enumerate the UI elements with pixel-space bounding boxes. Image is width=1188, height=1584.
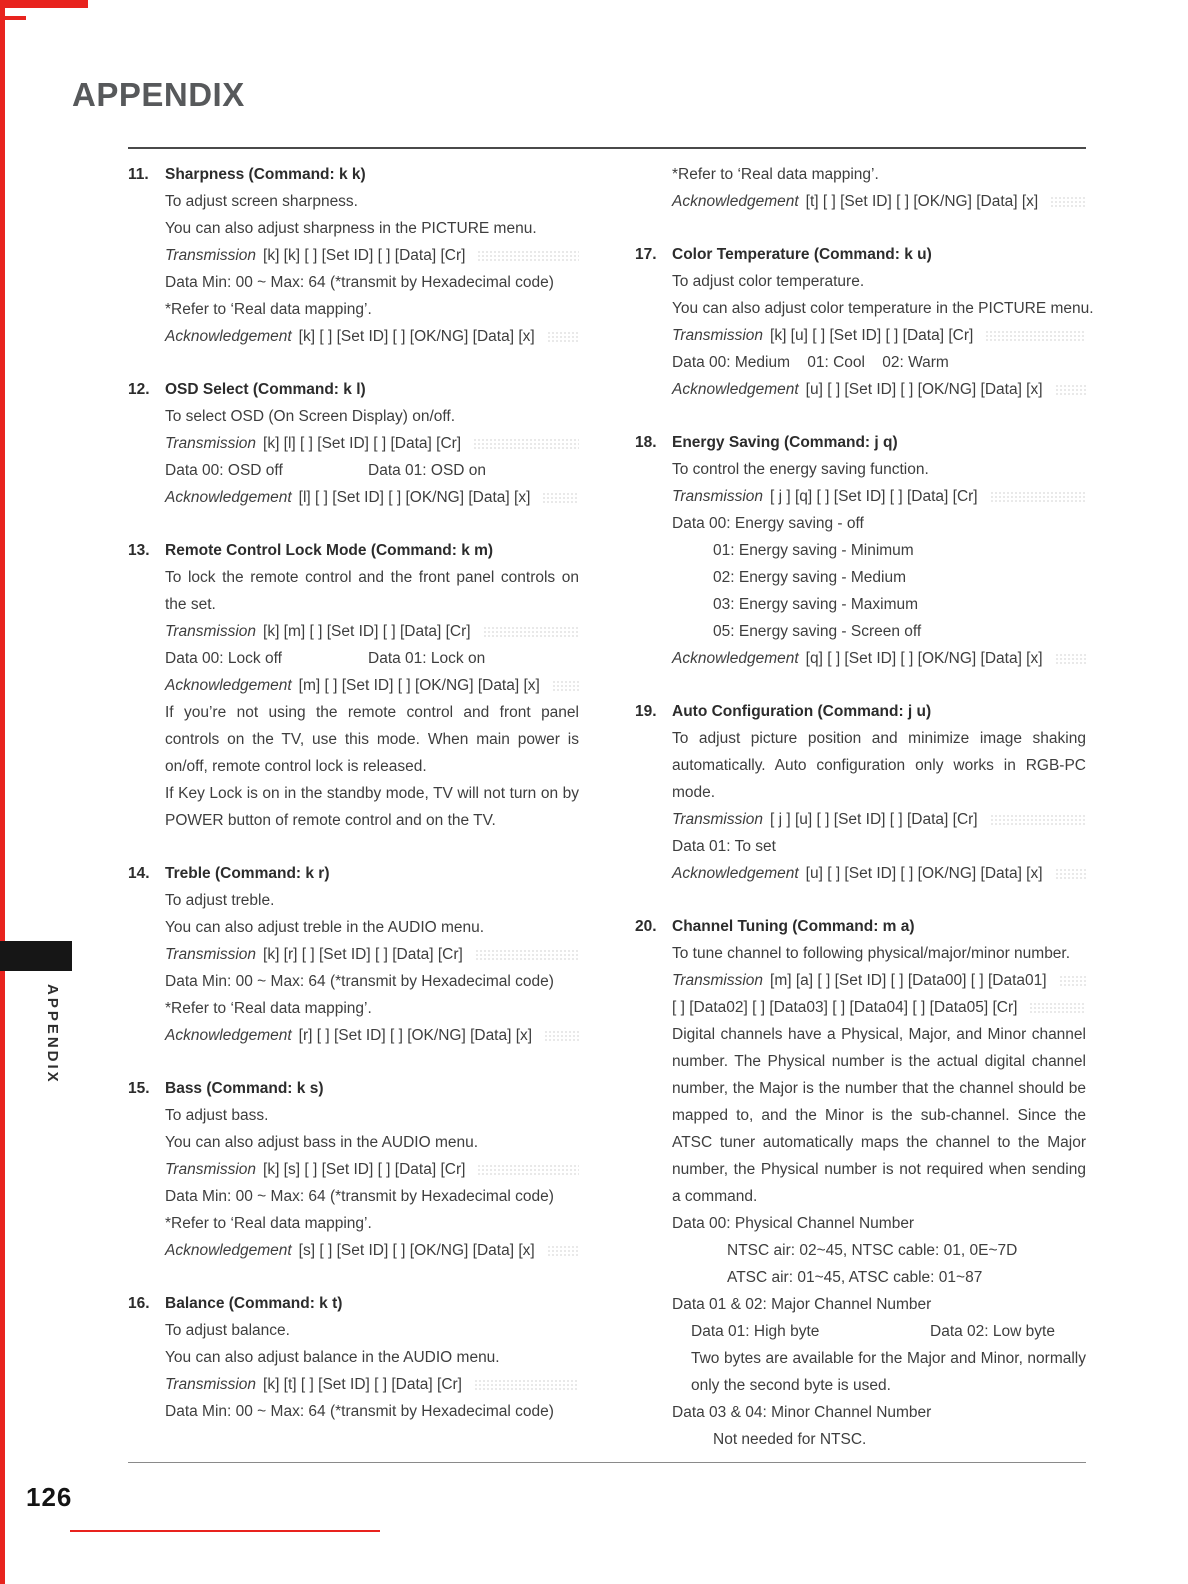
command-label: Transmission [165,1376,257,1393]
content-columns [128,161,1094,1479]
text-line: 05: Energy saving - Screen off [713,623,922,640]
sidebar-tab [0,941,72,971]
column-left [128,161,579,1479]
text-line: Data 01 & 02: Major Channel Number [672,1296,932,1313]
scan-artifact-page-number-underline [70,1530,380,1532]
command-args: [k] [t] [ ] [Set ID] [ ] [Data] [Cr] [263,1376,462,1393]
footer-rule [128,1462,1086,1463]
command-args: [u] [ ] [Set ID] [ ] [OK/NG] [Data] [x] [805,381,1043,398]
command-label: Transmission [672,811,764,828]
command-args: [k] [k] [ ] [Set ID] [ ] [Data] [Cr] [263,247,466,264]
command-line [128,323,579,350]
command-label: Acknowledgement [165,1242,292,1259]
section-heading [128,1075,579,1102]
section-title: OSD Select (Command: k l) [165,381,366,398]
command-label: Acknowledgement [672,381,799,398]
command-line [635,645,1086,672]
section-heading [635,698,1086,725]
command-args: [k] [s] [ ] [Set ID] [ ] [Data] [Cr] [263,1161,466,1178]
command-label: Transmission [165,946,257,963]
command-label: Acknowledgement [165,677,292,694]
section-15 [128,1075,579,1264]
section-title: Auto Configuration (Command: j u) [672,703,932,720]
command-label: Acknowledgement [672,650,799,667]
halftone-shade [483,626,579,638]
pair-left: Data 00: OSD off [165,462,283,479]
text-line: *Refer to ‘Real data mapping’. [165,1000,372,1017]
section-heading [128,161,579,188]
text-line: If you’re not using the remote control and front panel controls on the TV, use this mode. When main power is on/off, remote control lock is released. [165,704,579,775]
section-heading [128,376,579,403]
text-line: To select OSD (On Screen Display) on/off. [165,408,456,425]
section-number: 20. [635,918,657,935]
section-continued [635,161,1086,215]
section-number: 11. [128,166,149,183]
text-line: To adjust balance. [165,1322,290,1339]
command-label: Transmission [672,488,764,505]
command-line [635,188,1086,215]
section-title: Balance (Command: k t) [165,1295,343,1312]
command-args: [l] [ ] [Set ID] [ ] [OK/NG] [Data] [x] [298,489,531,506]
text-line: *Refer to ‘Real data mapping’. [165,301,372,318]
command-line [635,483,1086,510]
command-label: Transmission [672,972,764,989]
text-line: ATSC air: 01~45, ATSC cable: 01~87 [727,1269,983,1286]
halftone-shade [477,1164,579,1176]
sidebar-label: APPENDIX [44,984,61,1085]
pair-right: Data 01: Lock on [368,650,486,667]
halftone-shade [1050,196,1086,208]
command-label: Acknowledgement [672,865,799,882]
text-line: 03: Energy saving - Maximum [713,596,919,613]
command-line [128,618,579,645]
halftone-shade [1029,1002,1086,1014]
text-line: 02: Energy saving - Medium [713,569,906,586]
pair-left: Data 01: High byte [691,1323,820,1340]
command-line [128,1156,579,1183]
command-line [128,484,579,511]
text-line: Not needed for NTSC. [713,1431,867,1448]
command-label: Acknowledgement [672,193,799,210]
text-line: To adjust screen sharpness. [165,193,358,210]
command-args: [ j ] [u] [ ] [Set ID] [ ] [Data] [Cr] [770,811,978,828]
command-line [635,860,1086,887]
command-line [128,1237,579,1264]
section-heading [128,537,579,564]
text-line: To adjust color temperature. [672,273,865,290]
text-line: You can also adjust color temperature in the PICTURE menu. [672,300,1094,317]
command-line [128,430,579,457]
column-right [635,161,1094,1479]
title-rule [128,147,1086,149]
command-label: Transmission [165,247,257,264]
section-title: Energy Saving (Command: j q) [672,434,898,451]
section-heading [635,913,1086,940]
text-line: *Refer to ‘Real data mapping’. [165,1215,372,1232]
section-14 [128,860,579,1049]
text-line: To control the energy saving function. [672,461,929,478]
command-label: Transmission [672,327,764,344]
section-18 [635,429,1086,672]
text-line: Data 03 & 04: Minor Channel Number [672,1404,932,1421]
halftone-shade [1055,384,1086,396]
text-line: 01: Energy saving - Minimum [713,542,914,559]
text-line: Two bytes are available for the Major and Minor, normally only the second byte is used. [691,1350,1086,1394]
command-line [128,672,579,699]
section-number: 17. [635,246,657,263]
command-line [128,1371,579,1398]
text-line: You can also adjust bass in the AUDIO menu. [165,1134,479,1151]
halftone-shade [547,1245,579,1257]
command-args: [u] [ ] [Set ID] [ ] [OK/NG] [Data] [x] [805,865,1043,882]
section-heading [128,1290,579,1317]
scan-artifact-tick [0,16,26,20]
section-number: 14. [128,865,150,882]
text-line: Data Min: 00 ~ Max: 64 (*transmit by Hexadecimal code) [165,973,554,990]
pair-left: Data 00: Lock off [165,650,282,667]
text-line: *Refer to ‘Real data mapping’. [672,166,879,183]
section-13 [128,537,579,834]
data-pair [128,645,579,672]
text-line: You can also adjust treble in the AUDIO menu. [165,919,485,936]
section-title: Color Temperature (Command: k u) [672,246,932,263]
section-heading [128,860,579,887]
text-line: Data Min: 00 ~ Max: 64 (*transmit by Hexadecimal code) [165,1403,554,1420]
section-19 [635,698,1086,887]
section-20 [635,913,1086,1453]
command-label: Acknowledgement [165,1027,292,1044]
halftone-shade [1059,975,1086,987]
command-args: [k] [m] [ ] [Set ID] [ ] [Data] [Cr] [263,623,471,640]
command-args: [ j ] [q] [ ] [Set ID] [ ] [Data] [Cr] [770,488,978,505]
command-label: Transmission [165,435,257,452]
text-line: To adjust treble. [165,892,275,909]
halftone-shade [547,331,579,343]
command-args: [k] [u] [ ] [Set ID] [ ] [Data] [Cr] [770,327,974,344]
data-pair [128,457,579,484]
section-number: 13. [128,542,150,559]
command-args: [k] [r] [ ] [Set ID] [ ] [Data] [Cr] [263,946,463,963]
text-line: Data Min: 00 ~ Max: 64 (*transmit by Hexadecimal code) [165,1188,554,1205]
scan-artifact-top-edge [0,0,88,8]
section-number: 12. [128,381,150,398]
section-title: Remote Control Lock Mode (Command: k m) [165,542,494,559]
command-args: [m] [a] [ ] [Set ID] [ ] [Data00] [ ] [Data01] [770,972,1047,989]
section-title: Bass (Command: k s) [165,1080,324,1097]
command-args: [t] [ ] [Set ID] [ ] [OK/NG] [Data] [x] [805,193,1039,210]
command-label: Transmission [165,623,257,640]
text-line: You can also adjust sharpness in the PICTURE menu. [165,220,537,237]
text-line: Data 00: Physical Channel Number [672,1215,915,1232]
section-title: Sharpness (Command: k k) [165,166,366,183]
halftone-shade [544,1030,579,1042]
command-args: [k] [l] [ ] [Set ID] [ ] [Data] [Cr] [263,435,462,452]
section-number: 15. [128,1080,150,1097]
page-number: 126 [26,1482,73,1512]
command-label: Transmission [165,1161,257,1178]
data-pair [635,1318,1086,1345]
command-args: [r] [ ] [Set ID] [ ] [OK/NG] [Data] [x] [298,1027,533,1044]
halftone-shade [552,680,579,692]
section-number: 16. [128,1295,150,1312]
halftone-shade [473,438,579,450]
section-16 [128,1290,579,1425]
command-line [635,967,1086,994]
halftone-shade [1055,653,1086,665]
text-line: If Key Lock is on in the standby mode, TV will not turn on by POWER button of remote control and on the TV. [165,785,579,829]
halftone-shade [990,814,1086,826]
section-heading [635,429,1086,456]
command-line [635,376,1086,403]
command-args: [ ] [Data02] [ ] [Data03] [ ] [Data04] [ ] [Data05] [Cr] [672,999,1018,1016]
text-line: Data 00: Energy saving - off [672,515,864,532]
pair-right: Data 01: OSD on [368,462,487,479]
halftone-shade [990,491,1086,503]
halftone-shade [477,250,579,262]
pair-right: Data 02: Low byte [930,1323,1055,1340]
section-11 [128,161,579,350]
halftone-shade [475,949,579,961]
text-line: You can also adjust balance in the AUDIO menu. [165,1349,500,1366]
command-line [128,1022,579,1049]
command-line [635,806,1086,833]
page-title: APPENDIX [72,76,245,113]
command-line [635,994,1086,1021]
section-12 [128,376,579,511]
command-args: [m] [ ] [Set ID] [ ] [OK/NG] [Data] [x] [298,677,540,694]
section-number: 19. [635,703,657,720]
halftone-shade [985,330,1086,342]
text-line: Digital channels have a Physical, Major, and Minor channel number. The Physical number is the actual digital channel number, the Major is the number that the channel should be mapped to, and the Minor is the sub-channel. Since the ATSC tuner automatically maps the channel to the Major number, the Physical number is not required when sending a command. [672,1026,1086,1205]
section-title: Channel Tuning (Command: m a) [672,918,915,935]
text-line: Data 00: Medium 01: Cool 02: Warm [672,354,949,371]
text-line: To tune channel to following physical/major/minor number. [672,945,1071,962]
halftone-shade [474,1379,579,1391]
command-line [128,242,579,269]
command-line [128,941,579,968]
section-17 [635,241,1094,403]
command-args: [s] [ ] [Set ID] [ ] [OK/NG] [Data] [x] [298,1242,535,1259]
text-line: To adjust picture position and minimize image shaking automatically. Auto configuration only works in RGB-PC mode. [672,730,1086,801]
scan-artifact-left-edge [0,0,5,1584]
text-line: Data Min: 00 ~ Max: 64 (*transmit by Hexadecimal code) [165,274,554,291]
text-line: Data 01: To set [672,838,776,855]
section-number: 18. [635,434,657,451]
halftone-shade [1055,868,1086,880]
halftone-shade [542,492,579,504]
command-args: [k] [ ] [Set ID] [ ] [OK/NG] [Data] [x] [298,328,535,345]
section-heading [635,241,1086,268]
text-line: To lock the remote control and the front panel controls on the set. [165,569,579,613]
command-label: Acknowledgement [165,328,292,345]
command-line [635,322,1086,349]
command-args: [q] [ ] [Set ID] [ ] [OK/NG] [Data] [x] [805,650,1043,667]
section-title: Treble (Command: k r) [165,865,330,882]
command-label: Acknowledgement [165,489,292,506]
text-line: To adjust bass. [165,1107,269,1124]
text-line: NTSC air: 02~45, NTSC cable: 01, 0E~7D [727,1242,1018,1259]
